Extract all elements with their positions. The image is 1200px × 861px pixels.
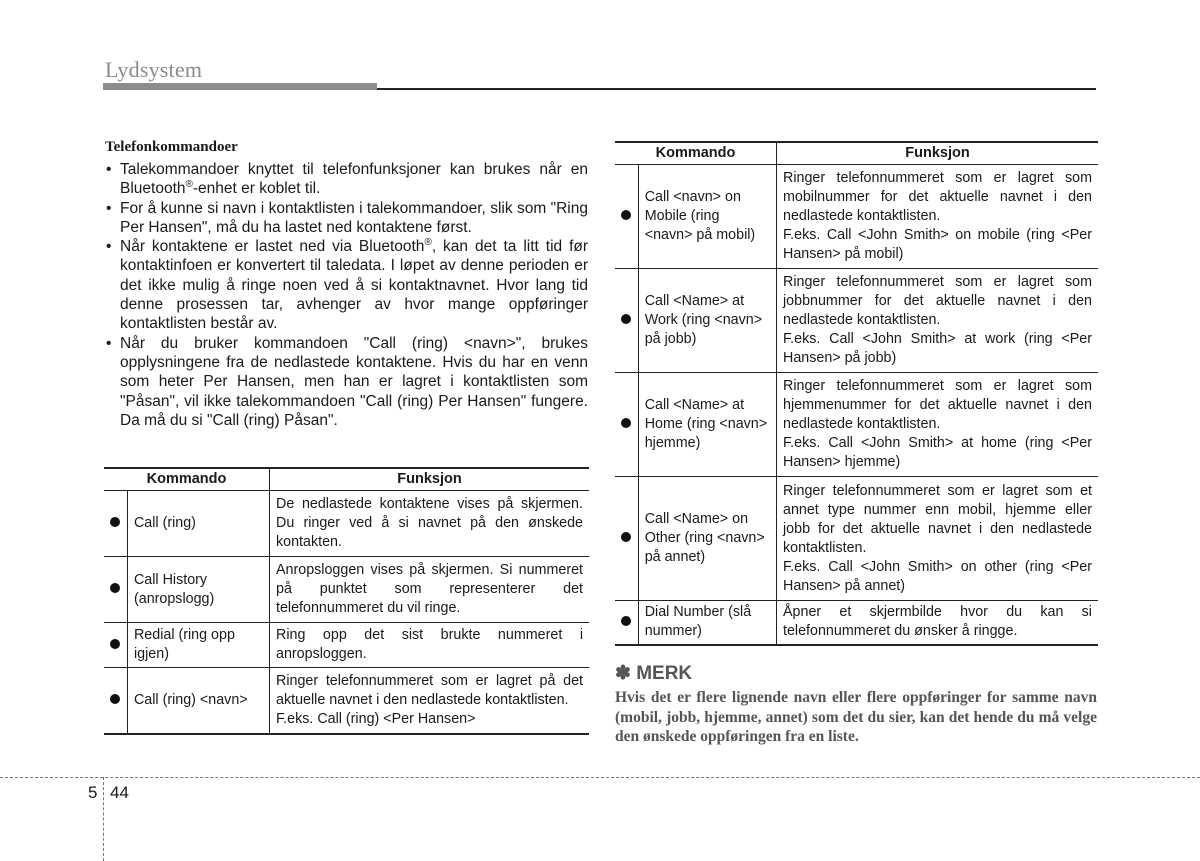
bullet-dot-icon — [615, 477, 638, 601]
command-cell: Call (ring) <navn> — [127, 668, 269, 734]
bullet-dot-icon — [615, 601, 638, 645]
bullet-item: • Talekommandoer knyttet til telefonfunksjoner kan brukes når en Bluetooth®-enhet er koblet til. — [105, 160, 588, 199]
page-number-value: 44 — [110, 783, 129, 802]
command-cell: Dial Number (slå nummer) — [638, 601, 776, 645]
table-row — [104, 668, 589, 734]
command-cell: Call <Name> at Work (ring <navn> på jobb) — [638, 269, 776, 373]
bullet-list — [105, 160, 588, 430]
command-cell: Call History (anropslogg) — [127, 557, 269, 623]
command-cell: Call <navn> on Mobile (ring <navn> på mobil) — [638, 165, 776, 269]
bullet-item: • Når du bruker kommandoen "Call (ring) <navn>", brukes opplysningene fra de nedlastede kontaktene. Hvis du har en venn som heter Per Hansen, men han er lagret i kontaktlisten som "Påsan", vil ikke talekommandoen "Call (ring) Per Hansen" fungere. Da må du si "Call (ring) Påsan". — [105, 334, 588, 430]
command-cell: Call <Name> on Other (ring <navn> på annet) — [638, 477, 776, 601]
section-subheading: Telefonkommandoer — [105, 139, 238, 155]
bullet-dot-icon — [615, 165, 638, 269]
command-cell: Call <Name> at Home (ring <navn> hjemme) — [638, 373, 776, 477]
bullet-dot-icon — [104, 668, 127, 734]
function-cell: Ringer telefonnummeret som er lagret som hjemmenummer for det aktuelle navnet i den nedlastede kontaktlisten. F.eks. Call <John Smith> at home (ring <Per Hansen> hjemme) — [777, 373, 1099, 477]
header-rule — [377, 88, 1096, 90]
table-row — [615, 477, 1098, 601]
table-row — [615, 601, 1098, 645]
column-header-command: Kommando — [615, 142, 777, 165]
table-row — [104, 623, 589, 668]
table-row — [615, 373, 1098, 477]
bullet-item: • For å kunne si navn i kontaktlisten i talekommandoer, slik som "Ring Per Hansen", må du ha lastet ned kontaktene først. — [105, 199, 588, 238]
column-header-command: Kommando — [104, 468, 270, 491]
function-cell: Åpner et skjermbilde hvor du kan si telefonnummeret du ønsker å ringge. — [777, 601, 1099, 645]
function-cell: Anropsloggen vises på skjermen. Si nummeret på punktet som representerer det telefonnummeret du vil ringe. — [270, 557, 590, 623]
command-cell: Redial (ring opp igjen) — [127, 623, 269, 668]
bullet-dot-icon — [104, 557, 127, 623]
function-cell: Ringer telefonnummeret som er lagret som mobilnummer for det aktuelle navnet i den nedlastede kontaktlisten. F.eks. Call <John Smith> on mobile (ring <Per Hansen> på mobil) — [777, 165, 1099, 269]
function-cell: Ringer telefonnummeret som er lagret på det aktuelle navnet i den nedlastede kontaktlisten. F.eks. Call (ring) <Per Hansen> — [270, 668, 590, 734]
bullet-dot-icon — [615, 373, 638, 477]
page-header-title: Lydsystem — [105, 57, 203, 82]
footer-divider — [103, 777, 104, 861]
command-table-left — [104, 467, 589, 735]
section-number: 5 — [88, 783, 98, 802]
function-cell: Ring opp det sist brukte nummeret i anropsloggen. — [270, 623, 590, 668]
function-cell: Ringer telefonnummeret som er lagret som et annet type nummer enn mobil, hjemme eller jobb for det aktuelle navnet i den nedlastede kontaktlisten. F.eks. Call <John Smith> on other (ring <Per Hansen> på annet) — [777, 477, 1099, 601]
header-bar-thick — [103, 83, 377, 90]
column-header-function: Funksjon — [270, 468, 590, 491]
bullet-dot-icon — [615, 269, 638, 373]
command-table-right — [615, 141, 1098, 646]
note-body: Hvis det er flere lignende navn eller flere oppføringer for samme navn (mobil, jobb, hjemme, annet) som det du sier, kan det hende du må velge den ønskede oppføringen fra en liste. — [615, 689, 1097, 745]
left-column — [105, 139, 588, 430]
footer-rule — [0, 777, 1200, 778]
table-row — [104, 557, 589, 623]
note-title: ✽ MERK — [615, 663, 693, 684]
column-header-function: Funksjon — [777, 142, 1099, 165]
table-row — [615, 269, 1098, 373]
bullet-dot-icon — [104, 623, 127, 668]
command-cell: Call (ring) — [127, 491, 269, 557]
bullet-item: • Når kontaktene er lastet ned via Bluetooth®, kan det ta litt tid før kontaktinfoen er konvertert til taledata. I løpet av denne perioden er det ikke mulig å ringe noen ved å si kontaktnavnet. Hvor lang tid denne prosessen tar, avhenger av hvor mange oppføringer kontaktlisten består av. — [105, 237, 588, 333]
function-cell: De nedlastede kontaktene vises på skjermen. Du ringer ved å si navnet på den ønskede kontakten. — [270, 491, 590, 557]
table-row — [615, 165, 1098, 269]
function-cell: Ringer telefonnummeret som er lagret som jobbnummer for det aktuelle navnet i den nedlastede kontaktlisten. F.eks. Call <John Smith> at work (ring <Per Hansen> på jobb) — [777, 269, 1099, 373]
bullet-dot-icon — [104, 491, 127, 557]
table-row — [104, 491, 589, 557]
